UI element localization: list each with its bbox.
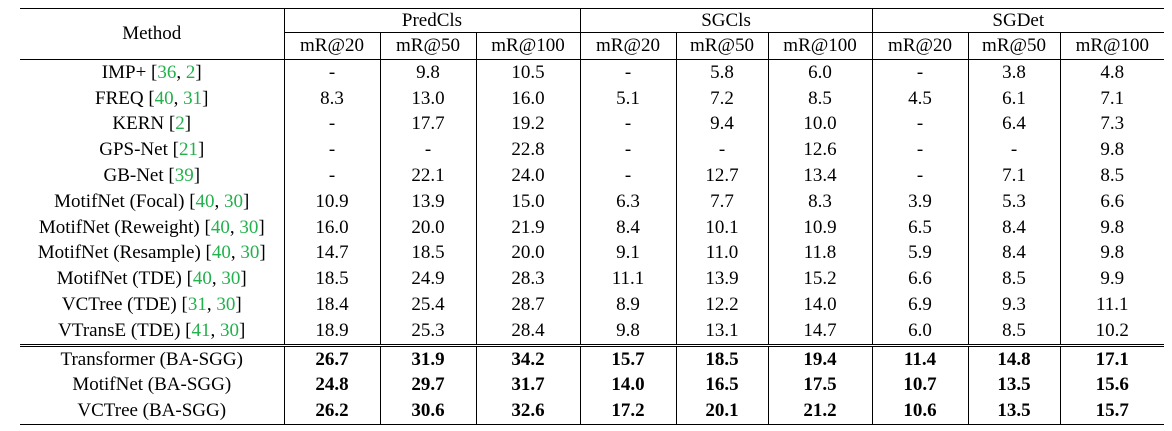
value-cell: 16.5 xyxy=(676,373,768,399)
method-cell: GB-Net [39] xyxy=(103,165,201,187)
method-name: MotifNet (Reweight) [ xyxy=(38,216,211,238)
value-cell: 21.9 xyxy=(476,215,580,241)
method-name: MotifNet (Resample) [ xyxy=(37,242,212,264)
value-cell: 8.3 xyxy=(284,86,380,112)
value-cell: 29.7 xyxy=(380,373,476,399)
citation-link[interactable]: 30 xyxy=(224,190,244,212)
value-cell: 18.5 xyxy=(380,241,476,267)
method-cell: KERN [2] xyxy=(112,113,192,135)
group-header-predcls: PredCls xyxy=(284,9,580,33)
value-cell: 14.7 xyxy=(284,241,380,267)
value-cell: 17.5 xyxy=(768,373,872,399)
method-cell: MotifNet (BA-SGG) xyxy=(72,374,232,396)
value-cell: 18.5 xyxy=(676,345,768,372)
value-cell: 15.7 xyxy=(580,345,676,372)
value-cell: 34.2 xyxy=(476,345,580,372)
value-cell: 14.0 xyxy=(580,373,676,399)
value-cell: 11.1 xyxy=(580,266,676,292)
table-row xyxy=(20,241,1164,267)
method-name: VCTree (TDE) [ xyxy=(61,294,188,316)
value-cell: 9.8 xyxy=(1060,137,1164,163)
value-cell: 28.7 xyxy=(476,292,580,318)
value-cell: 19.4 xyxy=(768,345,872,372)
value-cell: 20.1 xyxy=(676,398,768,424)
citation-link[interactable]: 39 xyxy=(174,165,194,187)
value-cell: 4.8 xyxy=(1060,60,1164,86)
citation-link[interactable]: 31 xyxy=(183,87,203,109)
citation-link[interactable]: 31 xyxy=(187,294,207,316)
table-row xyxy=(20,163,1164,189)
value-cell: 14.0 xyxy=(768,292,872,318)
table-row-ours xyxy=(20,398,1164,424)
value-cell: 18.4 xyxy=(284,292,380,318)
value-cell: 10.0 xyxy=(768,112,872,138)
value-cell: 10.5 xyxy=(476,60,580,86)
table-row xyxy=(20,266,1164,292)
citation-link[interactable]: 30 xyxy=(220,319,239,341)
value-cell: 11.0 xyxy=(676,241,768,267)
value-cell: 7.3 xyxy=(1060,112,1164,138)
value-cell: 10.2 xyxy=(1060,318,1164,345)
value-cell: 31.9 xyxy=(380,345,476,372)
value-cell: 9.8 xyxy=(380,60,476,86)
metric-header: mR@100 xyxy=(1060,33,1164,60)
value-cell: 28.3 xyxy=(476,266,580,292)
metric-header: mR@100 xyxy=(476,33,580,60)
value-cell: - xyxy=(284,137,380,163)
method-cell: MotifNet (Focal) [40, 30] xyxy=(54,190,250,212)
value-cell: - xyxy=(580,137,676,163)
value-cell: 13.4 xyxy=(768,163,872,189)
value-cell: - xyxy=(284,163,380,189)
value-cell: 18.9 xyxy=(284,318,380,345)
value-cell: 8.5 xyxy=(1060,163,1164,189)
citation-link[interactable]: 30 xyxy=(221,268,241,290)
value-cell: 7.7 xyxy=(676,189,768,215)
citation-link[interactable]: 30 xyxy=(240,242,260,264)
method-cell: VCTree (TDE) [31, 30] xyxy=(61,294,242,316)
value-cell: 13.0 xyxy=(380,86,476,112)
citation-link[interactable]: 40 xyxy=(210,216,230,238)
table-row xyxy=(20,318,1164,345)
value-cell: 5.1 xyxy=(580,86,676,112)
method-header: Method xyxy=(20,9,284,60)
table-row-ours xyxy=(20,373,1164,399)
value-cell: 6.1 xyxy=(968,86,1060,112)
value-cell: 17.7 xyxy=(380,112,476,138)
metric-header: mR@50 xyxy=(968,33,1060,60)
value-cell: 9.4 xyxy=(676,112,768,138)
table-row xyxy=(20,86,1164,112)
value-cell: 9.8 xyxy=(580,318,676,345)
value-cell: 20.0 xyxy=(380,215,476,241)
value-cell: 11.8 xyxy=(768,241,872,267)
table-row xyxy=(20,189,1164,215)
group-header-sgcls: SGCls xyxy=(580,9,872,33)
citation-link[interactable]: 40 xyxy=(195,190,215,212)
value-cell: 30.6 xyxy=(380,398,476,424)
table-row xyxy=(20,60,1164,86)
value-cell: - xyxy=(872,137,968,163)
value-cell: 14.8 xyxy=(968,345,1060,372)
value-cell: - xyxy=(872,112,968,138)
value-cell: - xyxy=(676,137,768,163)
value-cell: 9.1 xyxy=(580,241,676,267)
value-cell: 8.3 xyxy=(768,189,872,215)
citation-link[interactable]: 36 xyxy=(157,61,177,83)
value-cell: - xyxy=(872,163,968,189)
value-cell: 8.4 xyxy=(580,215,676,241)
value-cell: 6.4 xyxy=(968,112,1060,138)
value-cell: 5.8 xyxy=(676,60,768,86)
value-cell: 17.2 xyxy=(580,398,676,424)
value-cell: 9.9 xyxy=(1060,266,1164,292)
value-cell: 15.0 xyxy=(476,189,580,215)
metric-header: mR@20 xyxy=(872,33,968,60)
value-cell: 11.1 xyxy=(1060,292,1164,318)
value-cell: 5.9 xyxy=(872,241,968,267)
value-cell: 12.2 xyxy=(676,292,768,318)
value-cell: 21.2 xyxy=(768,398,872,424)
citation-link[interactable]: 2 xyxy=(175,113,185,135)
value-cell: - xyxy=(968,137,1060,163)
value-cell: 4.5 xyxy=(872,86,968,112)
value-cell: 24.9 xyxy=(380,266,476,292)
value-cell: 9.8 xyxy=(1060,215,1164,241)
value-cell: 6.6 xyxy=(872,266,968,292)
method-cell: FREQ [40, 31] xyxy=(95,87,209,109)
value-cell: 28.4 xyxy=(476,318,580,345)
table-row xyxy=(20,292,1164,318)
value-cell: 8.5 xyxy=(768,86,872,112)
value-cell: 8.4 xyxy=(968,241,1060,267)
results-table-container xyxy=(20,8,1160,425)
value-cell: 13.1 xyxy=(676,318,768,345)
citation-link[interactable]: 40 xyxy=(192,268,212,290)
value-cell: 6.6 xyxy=(1060,189,1164,215)
value-cell: 13.9 xyxy=(380,189,476,215)
method-cell: Transformer (BA-SGG) xyxy=(60,348,243,370)
value-cell: 18.5 xyxy=(284,266,380,292)
value-cell: 8.5 xyxy=(968,266,1060,292)
value-cell: 9.3 xyxy=(968,292,1060,318)
value-cell: - xyxy=(580,112,676,138)
value-cell: - xyxy=(580,163,676,189)
value-cell: 5.3 xyxy=(968,189,1060,215)
value-cell: 15.7 xyxy=(1060,398,1164,424)
method-name: KERN [ xyxy=(112,113,176,135)
value-cell: 7.2 xyxy=(676,86,768,112)
method-cell: VCTree (BA-SGG) xyxy=(20,398,284,424)
value-cell: 6.5 xyxy=(872,215,968,241)
value-cell: 3.8 xyxy=(968,60,1060,86)
value-cell: 9.8 xyxy=(1060,241,1164,267)
value-cell: - xyxy=(872,60,968,86)
value-cell: 15.2 xyxy=(768,266,872,292)
value-cell: 6.0 xyxy=(768,60,872,86)
value-cell: 10.9 xyxy=(768,215,872,241)
table-row-ours xyxy=(20,345,1164,372)
value-cell: 3.9 xyxy=(872,189,968,215)
value-cell: 16.0 xyxy=(476,86,580,112)
table-row xyxy=(20,112,1164,138)
method-name: GB-Net [ xyxy=(103,165,175,187)
value-cell: 22.8 xyxy=(476,137,580,163)
citation-link[interactable]: 2 xyxy=(185,61,196,83)
value-cell: 32.6 xyxy=(476,398,580,424)
method-name: FREQ [ xyxy=(95,87,155,109)
group-header-sgdet: SGDet xyxy=(872,9,1164,33)
value-cell: - xyxy=(380,137,476,163)
value-cell: 22.1 xyxy=(380,163,476,189)
metric-header: mR@50 xyxy=(676,33,768,60)
value-cell: - xyxy=(284,112,380,138)
value-cell: 31.7 xyxy=(476,373,580,399)
value-cell: 26.2 xyxy=(284,398,380,424)
value-cell: - xyxy=(284,60,380,86)
citation-link[interactable]: 40 xyxy=(211,242,231,264)
value-cell: 16.0 xyxy=(284,215,380,241)
method-cell: VTransE (TDE) [41, 30] xyxy=(20,318,284,345)
citation-link[interactable]: 40 xyxy=(154,87,174,109)
table-row xyxy=(20,137,1164,163)
value-cell: 7.1 xyxy=(968,163,1060,189)
method-cell: MotifNet (TDE) [40, 30] xyxy=(56,268,247,290)
value-cell: 8.9 xyxy=(580,292,676,318)
value-cell: 20.0 xyxy=(476,241,580,267)
method-cell: MotifNet (Reweight) [40, 30] xyxy=(38,216,265,238)
value-cell: 13.5 xyxy=(968,398,1060,424)
method-cell: GPS-Net [21] xyxy=(99,139,205,161)
value-cell: 13.9 xyxy=(676,266,768,292)
value-cell: 24.0 xyxy=(476,163,580,189)
citation-link[interactable]: 21 xyxy=(178,139,198,161)
method-name: MotifNet (Focal) [ xyxy=(54,190,196,212)
value-cell: 25.4 xyxy=(380,292,476,318)
value-cell: 25.3 xyxy=(380,318,476,345)
value-cell: 17.1 xyxy=(1060,345,1164,372)
value-cell: 19.2 xyxy=(476,112,580,138)
method-cell: MotifNet (Resample) [40, 30] xyxy=(37,242,266,264)
table-row xyxy=(20,215,1164,241)
method-name: VTransE (TDE) [ xyxy=(58,319,192,341)
method-name: GPS-Net [ xyxy=(99,139,179,161)
method-name: IMP+ [ xyxy=(101,61,158,83)
value-cell: 7.1 xyxy=(1060,86,1164,112)
value-cell: 6.9 xyxy=(872,292,968,318)
value-cell: 24.8 xyxy=(284,373,380,399)
value-cell: 8.5 xyxy=(968,318,1060,345)
metric-header: mR@100 xyxy=(768,33,872,60)
results-table xyxy=(20,8,1164,425)
citation-link[interactable]: 30 xyxy=(216,294,236,316)
value-cell: 10.6 xyxy=(872,398,968,424)
value-cell: 12.7 xyxy=(676,163,768,189)
value-cell: 12.6 xyxy=(768,137,872,163)
value-cell: 13.5 xyxy=(968,373,1060,399)
method-name: MotifNet (TDE) [ xyxy=(56,268,193,290)
value-cell: 11.4 xyxy=(872,345,968,372)
value-cell: 10.7 xyxy=(872,373,968,399)
value-cell: 14.7 xyxy=(768,318,872,345)
value-cell: 10.9 xyxy=(284,189,380,215)
citation-link[interactable]: 41 xyxy=(191,319,211,341)
value-cell: - xyxy=(580,60,676,86)
metric-header: mR@20 xyxy=(284,33,380,60)
value-cell: 10.1 xyxy=(676,215,768,241)
value-cell: 26.7 xyxy=(284,345,380,372)
value-cell: 6.0 xyxy=(872,318,968,345)
value-cell: 6.3 xyxy=(580,189,676,215)
metric-header: mR@50 xyxy=(380,33,476,60)
value-cell: 15.6 xyxy=(1060,373,1164,399)
citation-link[interactable]: 30 xyxy=(239,216,259,238)
method-cell: IMP+ [36, 2] xyxy=(101,61,202,83)
value-cell: 8.4 xyxy=(968,215,1060,241)
metric-header: mR@20 xyxy=(580,33,676,60)
